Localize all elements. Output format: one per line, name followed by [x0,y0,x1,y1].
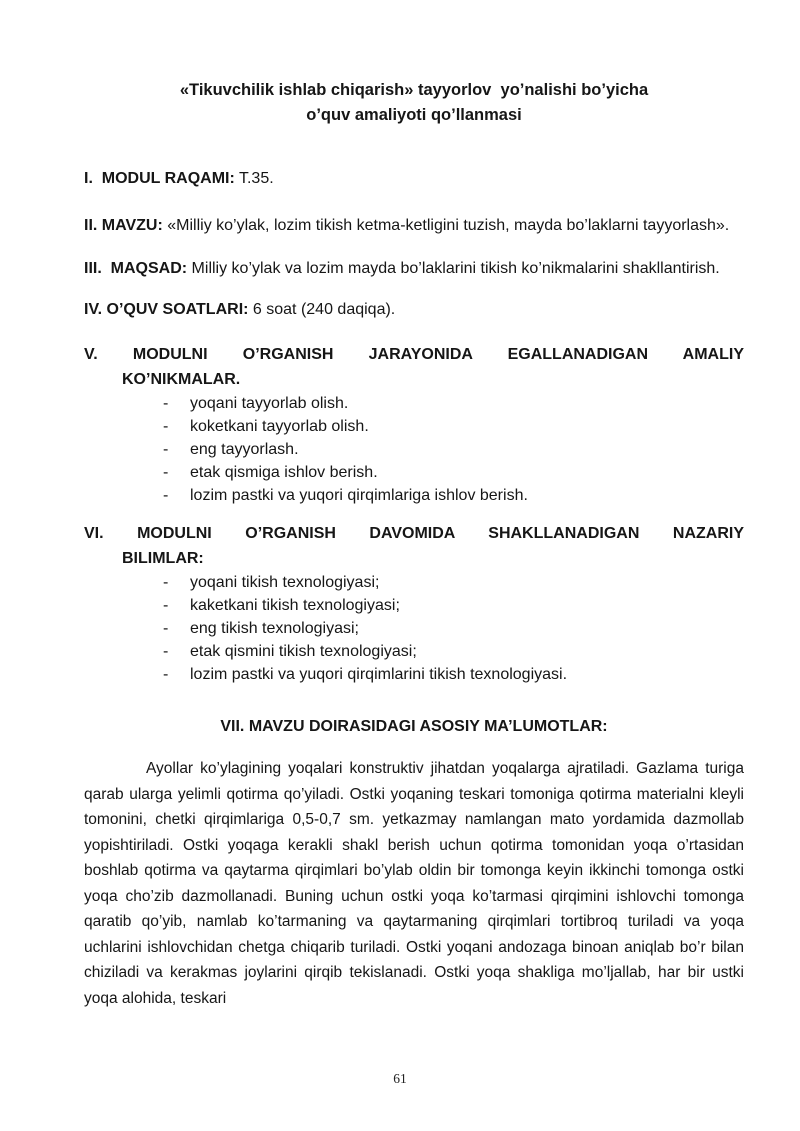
list-item-text: eng tayyorlash. [190,441,299,458]
list-item-text: etak qismini tikish texnologiyasi; [190,643,417,660]
dash-bullet: - [163,643,169,660]
list-item-text: yoqani tayyorlab olish. [190,395,349,412]
oquv-soatlari-label: IV. O’QUV SOATLARI: [84,301,249,318]
list-item-text: etak qismiga ishlov berish. [190,464,378,481]
section-oquv-soatlari [84,297,744,322]
body-paragraph: Ayollar ko’ylagining yoqalari konstruktiv jihatdan yoqalarga ajratiladi. Gazlama turiga qarab ularga yelimli qotirma qo’yiladi. Ostki yoqaning teskari tomoniga qotirma materialni kleyli tomonini, chetki qirqimlariga 0,5-0,7 sm. yetkazmay namlangan mato yordamida dazmollab yopishtiriladi. Ostki yoqaga kerakli shakl berish uchun qotirma tomonidan yoqa o’rtasidan boshlab qotirma va qaytarma qirqimlari bo’ylab oldin bir tomonga keyin ikkinchi tomonga ostki yoqa cho’zib dazmollanadi. Buning uchun ostki yoqa ko’tarmasi qirqimini ishlovchi tomonga qaratib qo’yib, namlab ko’tarmaning va qaytarmaning qirqimlari tortibroq turiladi va yoqa uchlarini ishlovchidan chetga chiqarib turiladi. Ostki yoqani andozaga binoan aniqlab bo’r bilan chiziladi va kerakmas joylarini qirqib tekislanadi. Ostki yoqa shakliga mo’ljallab, har bir ustki yoqa alohida, teskari [84,760,744,1007]
nazariy-bilimlar-heading [84,521,744,571]
list-item [84,392,744,415]
list-item [84,571,744,594]
dash-bullet: - [163,464,169,481]
modul-raqami-label: I. MODUL RAQAMI: [84,170,235,187]
list-item-text: kaketkani tikish texnologiyasi; [190,597,400,614]
maqsad-text: Milliy ko’ylak va lozim mayda bo’laklarini tikish ko’nikmalarini shakllantirish. [187,260,720,277]
dash-bullet: - [163,418,169,435]
section-amaliy-konikmalar [84,342,744,507]
nazariy-heading-line-1: VI. MODULNI O’RGANISH DAVOMIDA SHAKLLANADIGAN NAZARIY [84,525,744,542]
section-nazariy-bilimlar [84,521,744,686]
list-item [84,461,744,484]
section-maqsad [84,256,744,281]
dash-bullet: - [163,620,169,637]
dash-bullet: - [163,487,169,504]
mavzu-label: II. MAVZU: [84,217,163,234]
amaliy-heading-line-1: V. MODULNI O’RGANISH JARAYONIDA EGALLANADIGAN AMALIY [84,346,744,363]
amaliy-konikmalar-list [84,392,744,507]
oquv-soatlari-text: 6 soat (240 daqiqa). [248,301,396,318]
asosiy-malumotlar-heading: VII. MAVZU DOIRASIDAGI ASOSIY MA’LUMOTLAR: [220,718,608,735]
mavzu-text: «Milliy ko’ylak, lozim tikish ketma-ketligini tuzish, mayda bo’laklarni tayyorlash». [162,217,730,234]
nazariy-heading-line-2: BILIMLAR: [122,550,204,567]
dash-bullet: - [163,395,169,412]
section-mavzu [84,213,744,238]
list-item [84,594,744,617]
document-title-line-1: «Tikuvchilik ishlab chiqarish» tayyorlov yo’nalishi bo’yicha [179,81,649,99]
list-item-text: lozim pastki va yuqori qirqimlariga ishlov berish. [190,487,528,504]
maqsad-label: III. MAQSAD: [84,260,188,277]
dash-bullet: - [163,441,169,458]
list-item-text: koketkani tayyorlab olish. [190,418,369,435]
dash-bullet: - [163,666,169,683]
list-item [84,663,744,686]
document-title [84,78,744,128]
modul-raqami-value: T.35. [234,170,274,187]
amaliy-konikmalar-heading [84,342,744,392]
amaliy-heading-line-2: KO’NIKMALAR. [122,371,241,388]
list-item-text: yoqani tikish texnologiyasi; [190,574,380,591]
nazariy-bilimlar-list [84,571,744,686]
list-item [84,415,744,438]
list-item-text: lozim pastki va yuqori qirqimlarini tikish texnologiyasi. [190,666,568,683]
list-item-text: eng tikish texnologiyasi; [190,620,359,637]
list-item [84,484,744,507]
dash-bullet: - [163,597,169,614]
document-title-line-2: o’quv amaliyoti qo’llanmasi [306,106,522,124]
page-number: 61 [393,1071,407,1086]
list-item [84,617,744,640]
section-modul-raqami [84,166,744,191]
list-item [84,640,744,663]
dash-bullet: - [163,574,169,591]
list-item [84,438,744,461]
